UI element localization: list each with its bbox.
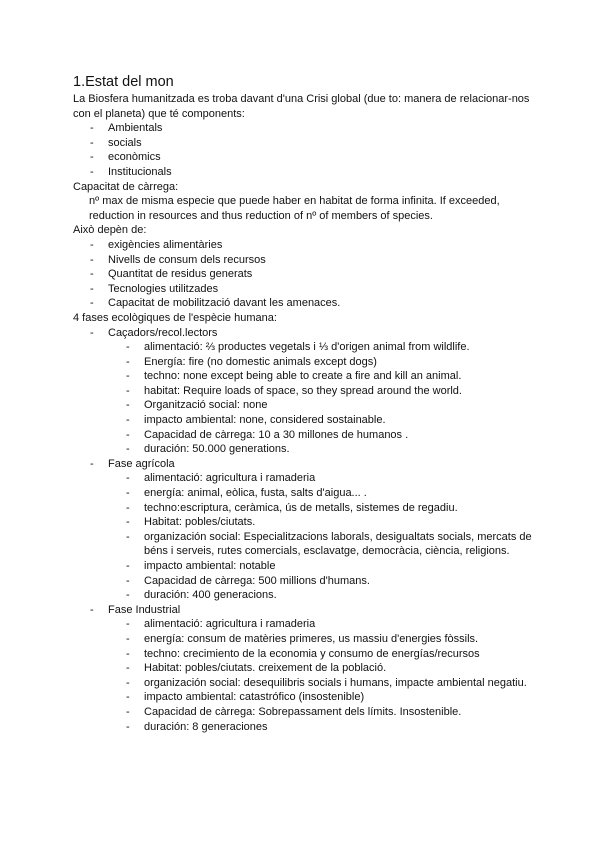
bullet-dash: - xyxy=(90,297,94,310)
bullet-dash: - xyxy=(126,705,130,718)
phase-detail-item xyxy=(108,442,533,457)
bullet-dash: - xyxy=(126,443,130,456)
list-item-text: organización social: desequilibris socials i humans, impacte ambiental negatiu. xyxy=(144,676,527,689)
bullet-dash: - xyxy=(90,326,94,339)
list-item-text: techno: crecimiento de la economia y consumo de energías/recursos xyxy=(144,647,480,660)
list-item-text: Organització social: none xyxy=(144,399,268,412)
phase-item xyxy=(73,326,533,457)
phase-detail-item xyxy=(108,705,533,720)
intro-paragraph: La Biosfera humanitzada es troba davant d'una Crisi global (due to: manera de relacionar-nos con el planeta) que té components: xyxy=(73,93,530,120)
bullet-dash: - xyxy=(90,268,94,281)
bullet-dash: - xyxy=(126,662,130,675)
bullet-dash: - xyxy=(126,516,130,529)
list-item-text: alimentació: agricultura i ramaderia xyxy=(144,472,316,485)
list-item-text: techno: none except being able to create a fire and kill an animal. xyxy=(144,370,462,383)
bullet-dash: - xyxy=(126,589,130,602)
list-item-text: alimentació: agricultura i ramaderia xyxy=(144,618,316,631)
bullet-dash: - xyxy=(126,676,130,689)
bullet-dash: - xyxy=(90,122,94,135)
bullet-dash: - xyxy=(126,341,130,354)
bullet-dash: - xyxy=(126,370,130,383)
list-item-text: Institucionals xyxy=(108,165,172,178)
list-item-text: duración: 400 generacions. xyxy=(144,589,277,602)
bullet-dash: - xyxy=(126,414,130,427)
list-item-text: Ambientals xyxy=(108,122,163,135)
bullet-dash: - xyxy=(90,457,94,470)
list-item-text: impacto ambiental: notable xyxy=(144,560,276,572)
list-item-text: Fase Industrial xyxy=(108,603,181,616)
depends-item xyxy=(73,253,533,268)
bullet-dash: - xyxy=(90,136,94,149)
list-item-text: duración: 8 generaciones xyxy=(144,720,268,733)
list-item-text: habitat: Require loads of space, so they spread around the world. xyxy=(144,384,462,397)
bullet-dash: - xyxy=(90,282,94,295)
depends-heading: Això depèn de: xyxy=(73,224,147,237)
phase-detail-item xyxy=(108,632,533,647)
phase-detail-item xyxy=(108,471,533,486)
list-item-text: alimentació: ⅔ productes vegetals i ⅓ d'origen animal from wildlife. xyxy=(144,341,470,354)
list-item-text: exigències alimentàries xyxy=(108,238,223,251)
depends-item xyxy=(73,267,533,282)
phase-detail-item xyxy=(108,501,533,516)
phase-item xyxy=(73,457,533,603)
list-item-text: impacto ambiental: catastrófico (insostenible) xyxy=(144,691,365,704)
list-item-text: socials xyxy=(108,136,142,149)
bullet-dash: - xyxy=(90,253,94,266)
phase-detail-item xyxy=(108,486,533,501)
list-item-text: Quantitat de residus generats xyxy=(108,268,253,281)
list-item-text: energía: animal, eòlica, fusta, salts d'aigua... . xyxy=(144,487,367,500)
list-item-text: Fase agrícola xyxy=(108,457,175,470)
list-item-text: energía: consum de matèries primeres, us massiu d'energies fòssils. xyxy=(144,632,479,645)
list-item-text: Tecnologies utilitzades xyxy=(108,282,219,295)
phase-details-list xyxy=(108,471,533,602)
bullet-dash: - xyxy=(126,691,130,704)
list-item-text: Nivells de consum dels recursos xyxy=(108,253,266,266)
bullet-dash: - xyxy=(126,720,130,733)
phase-details-list xyxy=(108,340,533,457)
phases-heading: 4 fases ecològiques de l'espècie humana: xyxy=(73,311,277,324)
list-item-text: Capacitat de mobilització davant les amenaces. xyxy=(108,297,341,310)
bullet-dash: - xyxy=(90,151,94,164)
phase-detail-item xyxy=(108,369,533,384)
component-item xyxy=(73,165,533,180)
bullet-dash: - xyxy=(126,472,130,485)
phase-detail-item xyxy=(108,720,533,735)
bullet-dash: - xyxy=(126,530,130,543)
phase-detail-item xyxy=(108,661,533,676)
phase-detail-item xyxy=(108,355,533,370)
depends-list xyxy=(73,238,533,311)
component-item xyxy=(73,121,533,136)
phase-details-list xyxy=(108,617,533,734)
bullet-dash: - xyxy=(126,384,130,397)
phase-detail-item xyxy=(108,574,533,589)
phase-detail-item xyxy=(108,676,533,691)
capacity-definition: nº max de misma especie que puede haber en habitat de forma infinita. If exceeded, reduction in resources and thus reduction of nº of members of species. xyxy=(89,195,500,222)
phase-detail-item xyxy=(108,398,533,413)
components-list xyxy=(73,121,533,179)
depends-item xyxy=(73,282,533,297)
bullet-dash: - xyxy=(126,632,130,645)
phase-detail-item xyxy=(108,340,533,355)
component-item xyxy=(73,150,533,165)
component-item xyxy=(73,136,533,151)
bullet-dash: - xyxy=(126,560,130,572)
list-item-text: Habitat: pobles/ciutats. xyxy=(144,516,256,529)
phase-detail-item xyxy=(108,647,533,662)
bullet-dash: - xyxy=(126,501,130,514)
phase-detail-item xyxy=(108,617,533,632)
bullet-dash: - xyxy=(90,603,94,616)
phase-detail-item xyxy=(108,413,533,428)
bullet-dash: - xyxy=(90,165,94,178)
bullet-dash: - xyxy=(126,574,130,587)
phase-detail-item xyxy=(108,384,533,399)
list-item-text: Capacidad de càrrega: Sobrepassament dels límits. Insostenible. xyxy=(144,705,462,718)
list-item-text: Capacidad de càrrega: 10 a 30 millones de humanos . xyxy=(144,428,409,441)
phase-item xyxy=(73,603,533,734)
phase-detail-item xyxy=(108,428,533,443)
phase-detail-item xyxy=(108,530,533,559)
list-item-text: techno:escriptura, ceràmica, ús de metalls, sistemes de regadiu. xyxy=(144,501,458,514)
bullet-dash: - xyxy=(126,355,130,368)
list-item-text: impacto ambiental: none, considered sostainable. xyxy=(144,414,386,427)
phase-detail-item xyxy=(108,559,533,574)
list-item-text: econòmics xyxy=(108,151,161,164)
bullet-dash: - xyxy=(126,487,130,500)
phases-list xyxy=(73,326,533,735)
depends-item xyxy=(73,238,533,253)
list-item-text: duración: 50.000 generations. xyxy=(144,443,290,456)
list-item-text: Energía: fire (no domestic animals except dogs) xyxy=(144,355,377,368)
phase-detail-item xyxy=(108,690,533,705)
depends-item xyxy=(73,296,533,311)
bullet-dash: - xyxy=(90,238,94,251)
bullet-dash: - xyxy=(126,618,130,631)
list-item-text: Capacidad de càrrega: 500 millions d'humans. xyxy=(144,574,370,587)
bullet-dash: - xyxy=(126,428,130,441)
page-title: 1.Estat del mon xyxy=(73,74,174,90)
bullet-dash: - xyxy=(126,647,130,660)
document xyxy=(73,73,533,734)
list-item-text: Habitat: pobles/ciutats. creixement de la població. xyxy=(144,662,387,675)
list-item-text: organización social: Especialitzacions laborals, desigualtats socials, mercats de béns i serveis, rutes comercials, esclavatge, democràcia, ciència, religions. xyxy=(144,530,532,558)
capacity-heading: Capacitat de càrrega: xyxy=(73,180,179,193)
phase-detail-item xyxy=(108,588,533,603)
list-item-text: Caçadors/recol.lectors xyxy=(108,326,218,339)
bullet-dash: - xyxy=(126,399,130,412)
phase-detail-item xyxy=(108,515,533,530)
